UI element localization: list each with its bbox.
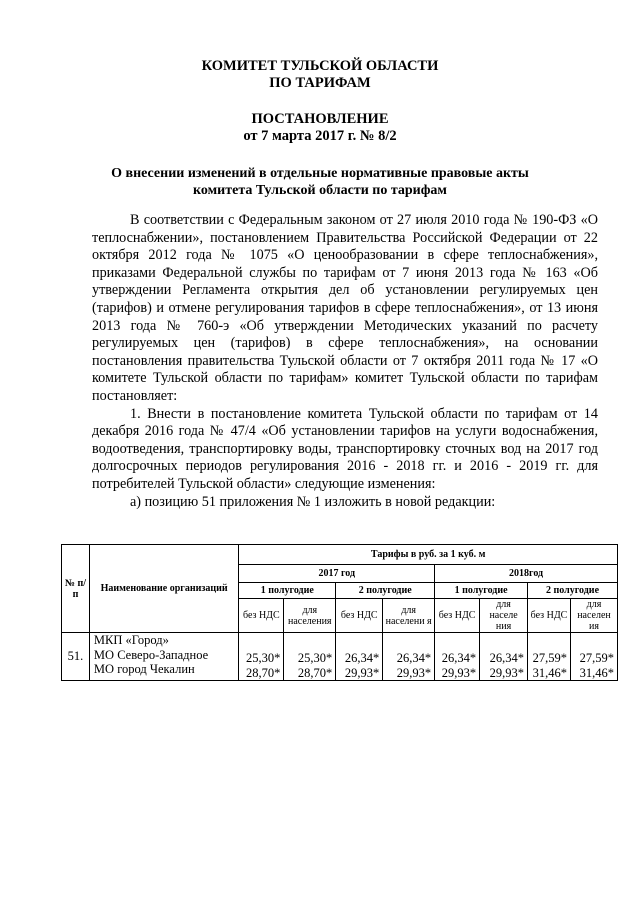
org-name-2: МО Северо-Западное [93, 647, 209, 662]
row-number: 51. [62, 633, 90, 681]
year-2017-header: 2017 год [239, 565, 435, 583]
doc-title-line-1: О внесении изменений в отдельные нормативные правовые акты [111, 166, 529, 181]
half-1-2017: 1 полугодие [239, 583, 336, 599]
for-population-header: для населени я [383, 599, 435, 633]
doc-type: ПОСТАНОВЛЕНИЕ [251, 111, 389, 127]
for-population-header: для населения [284, 599, 336, 633]
for-population-header: для населе ния [480, 599, 528, 633]
resolution-heading [0, 111, 640, 145]
col-num-header: № п/п [62, 545, 90, 633]
table-row [62, 633, 618, 681]
doc-title [0, 165, 640, 199]
tariff-cell: 27,59* 31,46* [570, 633, 617, 681]
no-vat-header: без НДС [239, 599, 284, 633]
org-cell [89, 633, 238, 681]
half-1-2018: 1 полугодие [435, 583, 528, 599]
no-vat-header: без НДС [528, 599, 571, 633]
tariff-header: Тарифы в руб. за 1 куб. м [239, 545, 618, 565]
tariff-cell: 26,34* 29,93* [336, 633, 383, 681]
for-population-header: для населен ия [570, 599, 617, 633]
tariff-cell: 26,34* 29,93* [480, 633, 528, 681]
preamble-paragraph: В соответствии с Федеральным законом от 27 июля 2010 года № 190-ФЗ «О теплоснабжении», постановлением Правительства Российской Федерации от 22 октября 2012 года № 1075 «О ценообразовании в сфере теплоснабжения», приказами Федеральной службы по тарифам от 7 июня 2013 года № 163 «Об утверждении Регламента открытия дел об установлении регулируемых цен (тарифов) и отмене регулирования тарифов в сфере теплоснабжения», от 13 июня 2013 года № 760-э «Об утверждении Методических указаний по расчету регулируемых цен (тарифов) в сфере теплоснабжения», на основании постановления правительства Тульской области от 7 октября 2011 года № 17 «О комитете Тульской области по тарифам» комитет Тульской области по тарифам постановляет: [92, 212, 598, 404]
half-2-2017: 2 полугодие [336, 583, 435, 599]
tariff-table [61, 544, 618, 681]
tariff-cell: 26,34* 29,93* [435, 633, 480, 681]
no-vat-header: без НДС [336, 599, 383, 633]
committee-heading [0, 58, 640, 92]
doc-date: от 7 марта 2017 г. № 8/2 [243, 128, 397, 144]
tariff-cell: 25,30* 28,70* [284, 633, 336, 681]
org-name-3: МО город Чекалин [93, 662, 195, 676]
year-2018-header: 2018год [435, 565, 618, 583]
org-name-1: МКП «Город» [93, 633, 169, 647]
item-1a-paragraph: а) позицию 51 приложения № 1 изложить в новой редакции: [130, 493, 496, 510]
col-org-header: Наименование организаций [89, 545, 238, 633]
tariff-cell: 26,34* 29,93* [383, 633, 435, 681]
doc-title-line-2: комитета Тульской области по тарифам [193, 183, 447, 198]
no-vat-header: без НДС [435, 599, 480, 633]
committee-line-2: ПО ТАРИФАМ [269, 75, 371, 91]
tariff-cell: 27,59* 31,46* [528, 633, 571, 681]
tariff-cell: 25,30* 28,70* [239, 633, 284, 681]
half-2-2018: 2 полугодие [528, 583, 618, 599]
item-1-paragraph: 1. Внести в постановление комитета Тульской области по тарифам от 14 декабря 2016 года № 47/4 «Об установлении тарифов на услуги водоснабжения, водоотведения, транспортировку воды, транспортировку сточных вод на 2017 год долгосрочных периодов регулирования 2016 - 2018 гг. и 2016 - 2019 гг. для потребителей Тульской области» следующие изменения: [92, 405, 598, 492]
document-body [92, 212, 598, 511]
committee-line-1: КОМИТЕТ ТУЛЬСКОЙ ОБЛАСТИ [201, 58, 439, 74]
